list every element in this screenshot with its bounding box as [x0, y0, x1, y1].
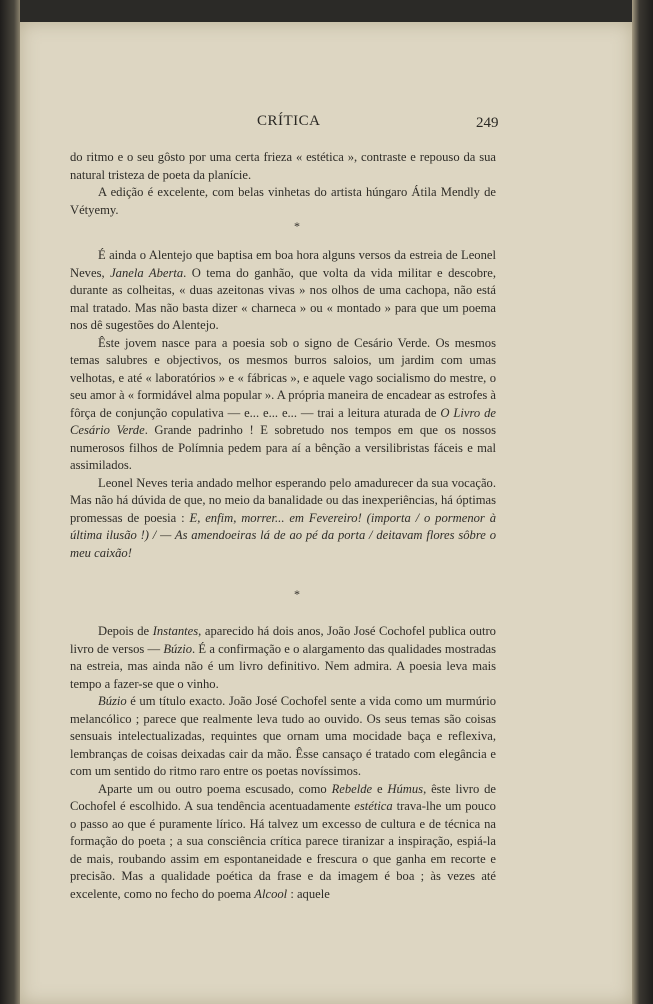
paragraph: Depois de Instantes, aparecido há dois anos, João José Cochofel publica outro livro de versos — Búzio. É a confirmação e o alargamento das qualidades mostradas na estreia, mas ainda não é um livro definitivo. Nem admira. A poesia leva mais tempo a fazer-se que o vinho. — [70, 624, 496, 691]
paragraph: Aparte um ou outro poema escusado, como Rebelde e Húmus, êste livro de Cochofel é escolhido. A sua tendência acentuadamente estética trava-lhe um pouco o passo ao que é puramente lírico. Há talvez um excesso de cultura e de técnica na formação do poeta ; a sua consciência crítica parece tiranizar a inspiração, espiá-la de mais, roubando assim em espontaneidade e frescura o que ganha em recorte e precisão. Mas a qualidade poética da frase e da imagem é boa ; às vezes até excelente, como no fecho do poema Alcool : aquele — [70, 781, 496, 901]
emphasis: estética — [354, 799, 393, 813]
poem-title: Rebelde — [331, 781, 373, 796]
book-edge-right — [632, 0, 653, 1004]
poem-quotation: E, enfim, morrer... em Fevereiro! (importa / o pormenor à última ilusão !) / — As amendoeiras lá de ao pé da porta / deitavam flores sôbre o meu caixão! — [70, 510, 496, 560]
book-title: O Livro de Cesário Verde — [70, 405, 497, 437]
paragraph: do ritmo e o seu gôsto por uma certa frieza « estética », contraste e repouso da sua natural tristeza de poeta da planície. — [70, 150, 496, 182]
book-title: Janela Aberta — [110, 265, 184, 280]
poem-title: Húmus — [387, 781, 424, 796]
poem-title: Alcool — [254, 886, 288, 901]
book-title: Búzio — [98, 694, 127, 708]
section-separator: * — [294, 219, 300, 233]
paragraph: Êste jovem nasce para a poesia sob o signo de Cesário Verde. Os mesmos temas salubres e objectivos, os mesmos burros saloios, um jardim com umas velhotas, e até « laboratórios » e « fábricas », e aquele vago socialismo do mestre, o seu amor à « formidável alma popular ». A própria maneira de encadear as estrofes à fôrça de conjunção copulativa — e... e... e... — trai a leitura aturada de O Livro de Cesário Verde. Grande padrinho ! E sobretudo nos tempos em que os nossos numerosos filhos de Polímnia pedem para aí a bênção a versilibristas fáceis e mal assimilados. — [70, 335, 497, 472]
article-body — [70, 149, 496, 903]
paragraph: É ainda o Alentejo que baptisa em boa hora alguns versos da estreia de Leonel Neves, Janela Aberta. O tema do ganhão, que volta da vida militar e descobre, durante as colheitas, « duas azeitonas vivas » nos olhos de uma cachopa, não está mal tratado. Mas não basta dizer « charneca » ou « montado » para que um poema nos dê sugestões do Alentejo. — [70, 248, 496, 332]
paragraph: Leonel Neves teria andado melhor esperando pelo amadurecer da sua vocação. Mas não há dúvida de que, no meio da banalidade ou das inexperiências, há óptimas promessas de poesia : E, enfim, morrer... em Fevereiro! (importa / o pormenor à última ilusão !) / — As amendoeiras lá de ao pé da porta / deitavam flores sôbre o meu caixão! — [70, 475, 496, 560]
page-number: 249 — [476, 115, 499, 131]
book-gutter-left — [0, 0, 20, 1004]
paragraph: A edição é excelente, com belas vinhetas do artista húngaro Átila Mendly de Vétyemy. — [70, 185, 496, 217]
section-separator: * — [294, 587, 300, 601]
paragraph: Búzio é um título exacto. João José Cochofel sente a vida como um murmúrio melancólico ; parece que realmente leva tudo ao ouvido. Os seus temas são coisas sensuais intelectualizadas, requintes que ornam uma mocidade baça e reflexiva, lembranças de coisas deixadas cair da mão. Êsse cansaço é tratado com elegância e com um sentido do ritmo raro entre os poetas novíssimos. — [70, 694, 496, 778]
book-title: Búzio — [163, 641, 193, 656]
book-title: Instantes — [152, 624, 199, 638]
running-head: CRÍTICA — [257, 113, 321, 129]
